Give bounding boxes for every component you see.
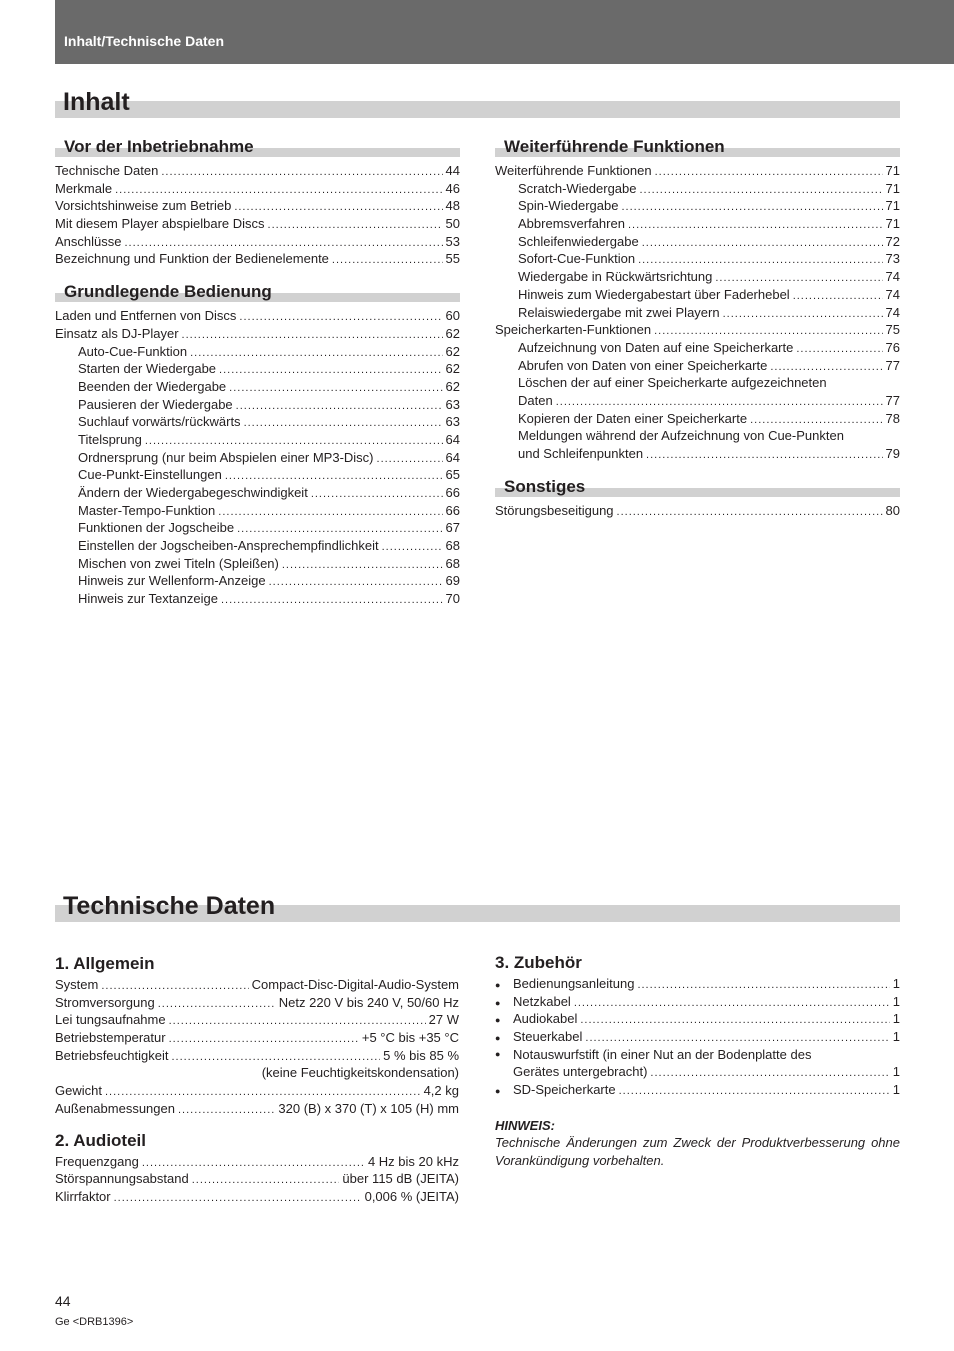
leader-dots [169, 1011, 426, 1029]
toc-entry-page: 63 [445, 396, 460, 412]
leader-dots [655, 162, 883, 180]
spec-value: über 115 dB (JEITA) [342, 1171, 459, 1187]
toc-entry[interactable] [55, 180, 460, 198]
toc-entry-page: 74 [885, 304, 900, 320]
toc-entry-label: Speicherkarten-Funktionen [495, 322, 652, 338]
toc-entry-line[interactable] [495, 374, 900, 392]
accessory-item [495, 993, 900, 1011]
leader-dots [723, 304, 883, 322]
section-spacer [495, 463, 900, 477]
toc-entry-page: 74 [885, 286, 900, 302]
spec-row [55, 1011, 459, 1029]
toc-entry-page: 71 [885, 216, 900, 232]
leader-dots [178, 1100, 275, 1118]
spec-row [55, 1082, 459, 1100]
leader-dots [268, 215, 443, 233]
toc-entry[interactable] [55, 396, 460, 414]
accessory-label: SD-Speicherkarte [513, 1082, 616, 1098]
spec-row [55, 1170, 459, 1188]
document-code: Ge <DRB1396> [55, 1316, 134, 1328]
toc-entry-page: 50 [445, 216, 460, 232]
leader-dots [637, 975, 889, 993]
toc-entry[interactable] [495, 410, 900, 428]
toc-entry-label: Master-Tempo-Funktion [78, 502, 216, 518]
leader-dots [793, 286, 883, 304]
toc-entry-label: Starten der Wiedergabe [78, 361, 217, 377]
header-title: Inhalt/Technische Daten [64, 33, 224, 49]
bullet-icon: ● [495, 1015, 501, 1026]
toc-entry[interactable] [495, 286, 900, 304]
leader-dots [244, 413, 443, 431]
toc-entry[interactable] [495, 268, 900, 286]
contents-title: Inhalt [63, 88, 130, 116]
toc-entry-page: 65 [445, 467, 460, 483]
toc-section-title: Sonstiges [504, 476, 586, 496]
leader-dots [282, 555, 443, 573]
toc-entry[interactable] [495, 162, 900, 180]
toc-entry-label: Kopieren der Daten einer Speicherkarte [518, 410, 748, 426]
toc-entry-page: 62 [445, 343, 460, 359]
toc-entry-page: 46 [445, 180, 460, 196]
accessory-item [495, 1028, 900, 1046]
toc-entry-page: 68 [445, 555, 460, 571]
toc-entry-label: Schleifenwiedergabe [518, 233, 639, 249]
spec-row [55, 976, 459, 994]
accessory-item [495, 1063, 900, 1081]
general-list [55, 976, 459, 1118]
general-title: 1. Allgemein [55, 954, 155, 973]
toc-entry[interactable] [55, 537, 460, 555]
spec-label: Frequenzgang [55, 1153, 139, 1169]
leader-dots [621, 197, 882, 215]
accessory-label: Netzkabel [513, 993, 571, 1009]
accessory-label: Steuerkabel [513, 1029, 583, 1045]
leader-dots [638, 250, 882, 268]
spec-label: Betriebsfeuchtigkeit [55, 1047, 169, 1063]
accessories-title: 3. Zubehör [495, 953, 582, 972]
toc-entry[interactable] [55, 449, 460, 467]
leader-dots [796, 339, 882, 357]
leader-dots [642, 233, 883, 251]
toc-entry-label: Funktionen der Jogscheibe [78, 520, 235, 536]
leader-dots [182, 325, 443, 343]
leader-dots [229, 378, 442, 396]
leader-dots [142, 1153, 365, 1171]
spec-label: Stromversorgung [55, 994, 155, 1010]
note-text: Technische Änderungen zum Zweck der Produktverbesserung ohne Vorankündigung vorbehalten. [495, 1134, 900, 1168]
toc-entry[interactable] [495, 445, 900, 463]
leader-dots [192, 1170, 340, 1188]
spec-label: Betriebstemperatur [55, 1030, 166, 1046]
toc-entry[interactable] [55, 484, 460, 502]
toc-entry-page: 62 [445, 361, 460, 377]
spec-label: Außenabmessungen [55, 1100, 175, 1116]
toc-entry[interactable] [495, 304, 900, 322]
toc-entry-label: Hinweis zur Wellenform-Anzeige [78, 573, 266, 589]
toc-entry-label: Hinweis zur Textanzeige [78, 591, 218, 607]
toc-entry-page: 66 [445, 485, 460, 500]
spec-label: System [55, 977, 99, 992]
toc-entry-page: 53 [445, 233, 460, 249]
leader-dots [237, 519, 442, 537]
bullet-icon: ● [495, 1086, 501, 1097]
leader-dots [556, 392, 883, 410]
toc-entry-label: Suchlauf vorwärts/rückwärts [78, 414, 241, 430]
spec-value: Compact-Disc-Digital-Audio-System [251, 977, 459, 992]
toc-entry-page: 64 [445, 431, 460, 447]
toc-entry[interactable] [55, 590, 460, 608]
toc-entry-page: 67 [445, 520, 460, 536]
leader-dots [114, 1188, 362, 1206]
toc-entry[interactable] [55, 502, 460, 520]
spec-value: 4,2 kg [423, 1083, 459, 1099]
accessory-label: Notauswurfstift (in einer Nut an der Bodenplatte des [513, 1046, 812, 1062]
spec-row [55, 994, 459, 1012]
accessory-item [495, 1081, 900, 1099]
specs-title: Technische Daten [63, 892, 276, 920]
spec-row [55, 1029, 459, 1047]
toc-entry-label: Anschlüsse [55, 233, 122, 249]
leader-dots [311, 484, 443, 502]
toc-entry-page: 77 [885, 357, 900, 373]
leader-dots [190, 343, 442, 361]
toc-entry-label: Löschen der auf einer Speicherkarte aufgezeichneten [518, 375, 827, 391]
specs-right-column [495, 953, 900, 1170]
spec-value: 4 Hz bis 20 kHz [367, 1153, 459, 1169]
toc-section-title: Grundlegende Bedienung [64, 282, 272, 302]
toc-right-column [495, 137, 900, 519]
toc-entry-label: Relaiswiedergabe mit zwei Playern [518, 304, 720, 320]
toc-entry-page: 72 [885, 233, 900, 249]
toc-entry[interactable] [55, 360, 460, 378]
toc-entry-page: 60 [445, 308, 460, 324]
spec-label: Lei tungsaufnahme [55, 1012, 166, 1028]
toc-entry[interactable] [55, 250, 460, 268]
toc-entry[interactable] [495, 502, 900, 520]
toc-entry[interactable] [495, 250, 900, 268]
toc-entry[interactable] [495, 357, 900, 375]
toc-entry-page: 76 [885, 339, 900, 355]
accessory-label-cont: Gerätes untergebracht) [513, 1064, 648, 1080]
toc-entry-label: Beenden der Wiedergabe [78, 378, 227, 394]
leader-dots [218, 502, 442, 520]
leader-dots [585, 1028, 889, 1046]
toc-section-title: Vor der Inbetriebnahme [64, 137, 254, 156]
leader-dots [654, 321, 882, 339]
accessory-qty: 1 [892, 1029, 900, 1045]
toc-entry[interactable] [55, 378, 460, 396]
toc-entry[interactable] [55, 572, 460, 590]
toc-entry-page: 62 [445, 325, 460, 341]
leader-dots [269, 572, 443, 590]
spec-value: 5 % bis 85 % [383, 1047, 459, 1063]
spec-label: Gewicht [55, 1083, 102, 1099]
leader-dots [574, 993, 890, 1011]
specs-left-column [55, 954, 459, 1206]
toc-entry-label: Abrufen von Daten von einer Speicherkarte [518, 357, 768, 373]
bullet-icon: ● [495, 1033, 501, 1044]
toc-section-heading [55, 137, 460, 157]
leader-dots [158, 994, 276, 1012]
toc-entry[interactable] [55, 307, 460, 325]
toc-entry[interactable] [55, 325, 460, 343]
leader-dots [236, 396, 443, 414]
toc-entry[interactable] [495, 215, 900, 233]
leader-dots [234, 197, 442, 215]
accessory-item [495, 975, 900, 993]
audio-title: 2. Audioteil [55, 1130, 146, 1150]
bullet-icon: ● [495, 980, 501, 990]
toc-entry-page: 64 [445, 449, 460, 465]
toc-entry-page: 48 [445, 198, 460, 214]
leader-dots [105, 1082, 421, 1100]
toc-entry-label-cont: und Schleifenpunkten [518, 446, 644, 461]
toc-section-heading [495, 137, 900, 157]
page-number: 44 [55, 1293, 71, 1309]
spec-label: Klirrfaktor [55, 1188, 111, 1204]
toc-entry-page: 63 [445, 414, 460, 430]
spec-row [55, 1100, 459, 1118]
toc-entry-label: Abbremsverfahren [518, 216, 625, 232]
leader-dots [101, 976, 248, 994]
toc-entry-label: Ändern der Wiedergabegeschwindigkeit [78, 485, 308, 500]
audio-list [55, 1153, 459, 1206]
accessory-qty: 1 [892, 976, 900, 991]
leader-dots [161, 162, 442, 180]
toc-entry[interactable] [495, 180, 900, 198]
toc-entry-label: Wiedergabe in Rückwärtsrichtung [518, 269, 713, 285]
spec-value: +5 °C bis +35 °C [361, 1030, 459, 1046]
toc-entry-page: 74 [885, 269, 900, 285]
toc-entry[interactable] [495, 233, 900, 251]
toc-entry[interactable] [55, 519, 460, 537]
toc-entry[interactable] [55, 413, 460, 431]
accessory-item [495, 1010, 900, 1028]
toc-entry-label: Mit diesem Player abspielbare Discs [55, 216, 265, 232]
toc-entry[interactable] [495, 197, 900, 215]
leader-dots [171, 1047, 380, 1065]
spec-row [55, 1188, 459, 1206]
accessory-label: Audiokabel [513, 1011, 578, 1027]
toc-entry-page: 68 [445, 538, 460, 554]
toc-entry-label: Pausieren der Wiedergabe [78, 396, 233, 412]
leader-dots [628, 215, 883, 233]
toc-entry-label-cont: Daten [518, 392, 553, 408]
toc-entry-page: 66 [445, 502, 460, 518]
accessory-line [495, 1046, 900, 1064]
toc-entry-page: 78 [885, 410, 900, 426]
toc-entry[interactable] [55, 343, 460, 361]
toc-entry[interactable] [55, 197, 460, 215]
spec-label: Störspannungsabstand [55, 1171, 189, 1187]
toc-entry-label: Spin-Wiedergabe [518, 198, 619, 214]
toc-entry[interactable] [495, 339, 900, 357]
leader-dots [640, 180, 883, 198]
header-bar [55, 0, 954, 64]
accessory-qty: 1 [892, 1011, 900, 1027]
toc-left-column [55, 137, 460, 608]
section-spacer [55, 268, 460, 282]
leader-dots [619, 1081, 890, 1099]
toc-entry-page: 75 [885, 322, 900, 338]
bullet-icon: ● [495, 997, 501, 1008]
spec-value: Netz 220 V bis 240 V, 50/60 Hz [278, 994, 459, 1010]
specs-heading [55, 890, 900, 922]
leader-dots [225, 466, 443, 484]
toc-entry-label: Merkmale [55, 180, 113, 196]
toc-entry-page: 80 [885, 502, 900, 518]
toc-section-heading [495, 477, 900, 497]
contents-heading [55, 86, 900, 118]
toc-entry-page: 55 [445, 251, 460, 267]
accessory-label: Bedienungsanleitung [513, 976, 635, 991]
toc-entry-label: Ordnersprung (nur beim Abspielen einer MP3-Disc) [78, 449, 374, 465]
toc-entry-label: Mischen von zwei Titeln (Spleißen) [78, 555, 279, 571]
toc-entry-line[interactable] [495, 427, 900, 445]
toc-entry-label: Weiterführende Funktionen [495, 163, 652, 178]
toc-entry[interactable] [55, 215, 460, 233]
leader-dots [377, 449, 443, 467]
accessories-list [495, 975, 900, 1099]
toc-entry-label: Hinweis zum Wiedergabestart über Faderhebel [518, 286, 790, 302]
contents-heading-bar [55, 101, 900, 118]
leader-dots [382, 537, 443, 555]
toc-entry-label: Sofort-Cue-Funktion [518, 251, 636, 267]
toc-entry-label: Technische Daten [55, 163, 159, 178]
toc-entry-label: Einstellen der Jogscheiben-Ansprechempfindlichkeit [78, 538, 379, 554]
leader-dots [221, 590, 443, 608]
toc-entry-page: 70 [445, 591, 460, 607]
leader-dots [646, 445, 882, 463]
leader-dots [770, 357, 882, 375]
toc-entry-page: 71 [885, 198, 900, 214]
toc-entry[interactable] [55, 431, 460, 449]
leader-dots [145, 431, 443, 449]
accessory-qty: 1 [892, 993, 900, 1009]
toc-entry[interactable] [55, 555, 460, 573]
toc-entry-label: Aufzeichnung von Daten auf eine Speicherkarte [518, 339, 794, 355]
accessory-qty: 1 [892, 1082, 900, 1098]
leader-dots [169, 1029, 359, 1047]
toc-entry[interactable] [55, 233, 460, 251]
leader-dots [124, 233, 442, 251]
toc-entry-page: 77 [885, 392, 900, 408]
leader-dots [239, 307, 442, 325]
toc-entry[interactable] [55, 466, 460, 484]
toc-entry-label: Bezeichnung und Funktion der Bedienelemente [55, 251, 329, 267]
toc-entry-page: 71 [885, 180, 900, 196]
bullet-icon: ● [495, 1048, 501, 1059]
toc-entry-page: 79 [885, 446, 900, 461]
leader-dots [617, 502, 883, 520]
leader-dots [332, 250, 443, 268]
toc-entry-page: 71 [885, 163, 900, 178]
leader-dots [750, 410, 882, 428]
leader-dots [115, 180, 442, 198]
leader-dots [650, 1063, 889, 1081]
toc-entry[interactable] [495, 392, 900, 410]
leader-dots [580, 1010, 889, 1028]
toc-entry-label: Einsatz als DJ-Player [55, 325, 179, 341]
toc-entry-label: Scratch-Wiedergabe [518, 180, 637, 196]
toc-entry[interactable] [55, 162, 460, 180]
toc-entry[interactable] [495, 321, 900, 339]
toc-entry-label: Auto-Cue-Funktion [78, 343, 188, 359]
toc-entry-page: 73 [885, 251, 900, 267]
accessory-qty: 1 [892, 1064, 900, 1080]
toc-entry-label: Titelsprung [78, 431, 142, 447]
toc-section-heading [55, 282, 460, 302]
spec-row [55, 1047, 459, 1065]
toc-entry-label: Störungsbeseitigung [495, 502, 614, 518]
toc-entry-label: Laden und Entfernen von Discs [55, 308, 237, 324]
toc-section-title: Weiterführende Funktionen [504, 137, 725, 156]
leader-dots [219, 360, 443, 378]
toc-entry-label: Meldungen während der Aufzeichnung von Cue-Punkten [518, 428, 844, 444]
spec-value: 320 (B) x 370 (T) x 105 (H) mm [278, 1100, 459, 1116]
spec-value: 0,006 % (JEITA) [364, 1188, 459, 1204]
toc-entry-page: 62 [445, 378, 460, 394]
spec-value-cont: (keine Feuchtigkeitskondensation) [261, 1065, 459, 1081]
toc-entry-page: 69 [445, 573, 460, 589]
leader-dots [715, 268, 882, 286]
note-title: HINWEIS: [495, 1117, 555, 1133]
spec-value: 27 W [428, 1012, 459, 1028]
toc-entry-label: Cue-Punkt-Einstellungen [78, 467, 222, 483]
spec-row [55, 1153, 459, 1171]
toc-entry-label: Vorsichtshinweise zum Betrieb [55, 198, 232, 214]
toc-entry-page: 44 [445, 163, 460, 178]
